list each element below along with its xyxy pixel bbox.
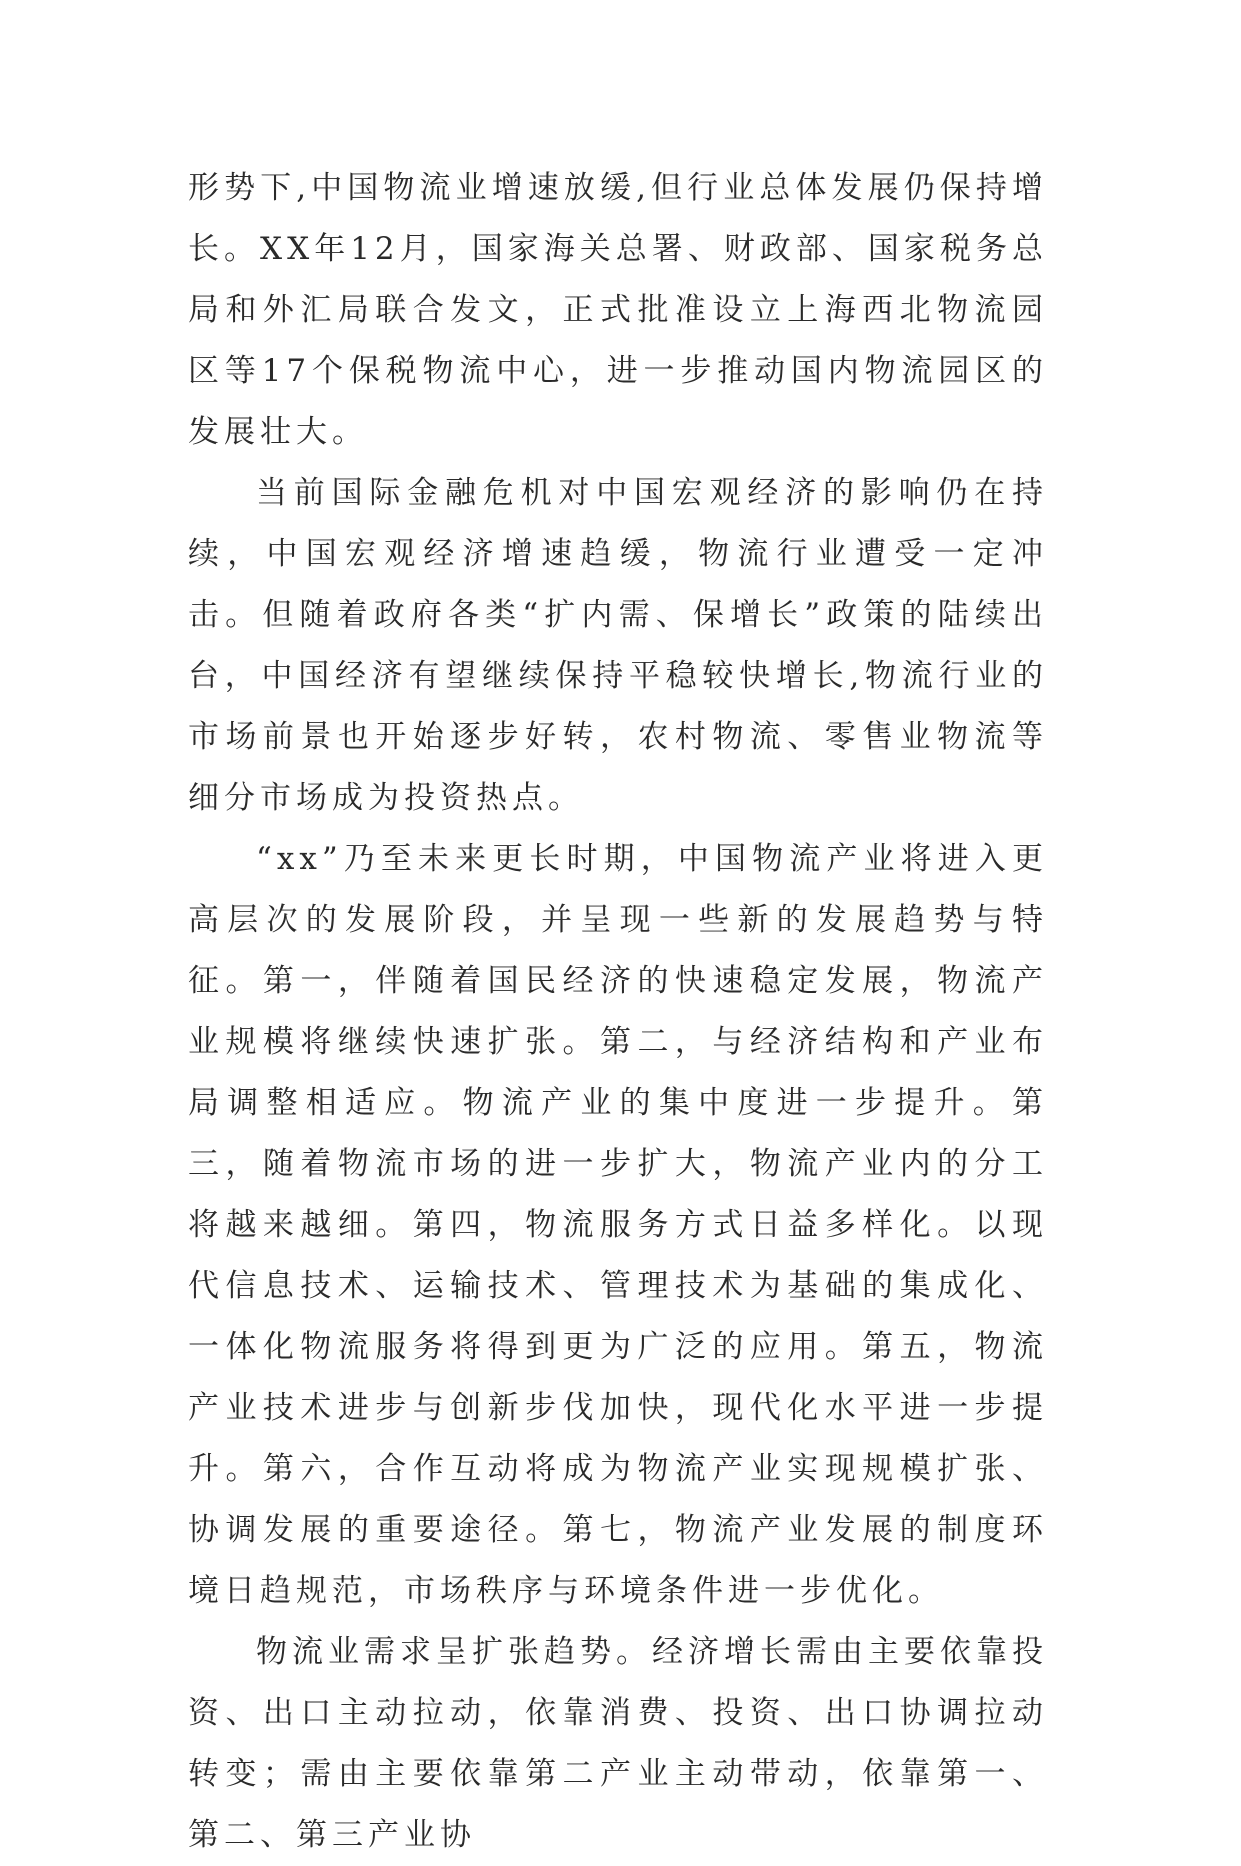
body-text	[188, 158, 1048, 1866]
paragraph-4: 物流业需求呈扩张趋势。经济增长需由主要依靠投资、出口主动拉动，依靠消费、投资、出口协调拉动转变；需由主要依靠第二产业主动带动，依靠第一、第二、第三产业协	[188, 1634, 1048, 1853]
paragraph-1: 形势下,中国物流业增速放缓,但行业总体发展仍保持增长。XX年12月，国家海关总署、财政部、国家税务总局和外汇局联合发文，正式批准设立上海西北物流园区等17个保税物流中心，进一步推动国内物流园区的发展壮大。	[188, 170, 1048, 450]
paragraph-3: “xx”乃至未来更长时期，中国物流产业将进入更高层次的发展阶段，并呈现一些新的发展趋势与特征。第一，伴随着国民经济的快速稳定发展，物流产业规模将继续快速扩张。第二，与经济结构和产业布局调整相适应。物流产业的集中度进一步提升。第三，随着物流市场的进一步扩大，物流产业内的分工将越来越细。第四，物流服务方式日益多样化。以现代信息技术、运输技术、管理技术为基础的集成化、一体化物流服务将得到更为广泛的应用。第五，物流产业技术进步与创新步伐加快，现代化水平进一步提升。第六，合作互动将成为物流产业实现规模扩张、协调发展的重要途径。第七，物流产业发展的制度环境日趋规范，市场秩序与环境条件进一步优化。	[188, 841, 1048, 1609]
paragraph-2: 当前国际金融危机对中国宏观经济的影响仍在持续，中国宏观经济增速趋缓，物流行业遭受一定冲击。但随着政府各类“扩内需、保增长”政策的陆续出台，中国经济有望继续保持平稳较快增长,物流行业的市场前景也开始逐步好转，农村物流、零售业物流等细分市场成为投资热点。	[188, 475, 1048, 816]
